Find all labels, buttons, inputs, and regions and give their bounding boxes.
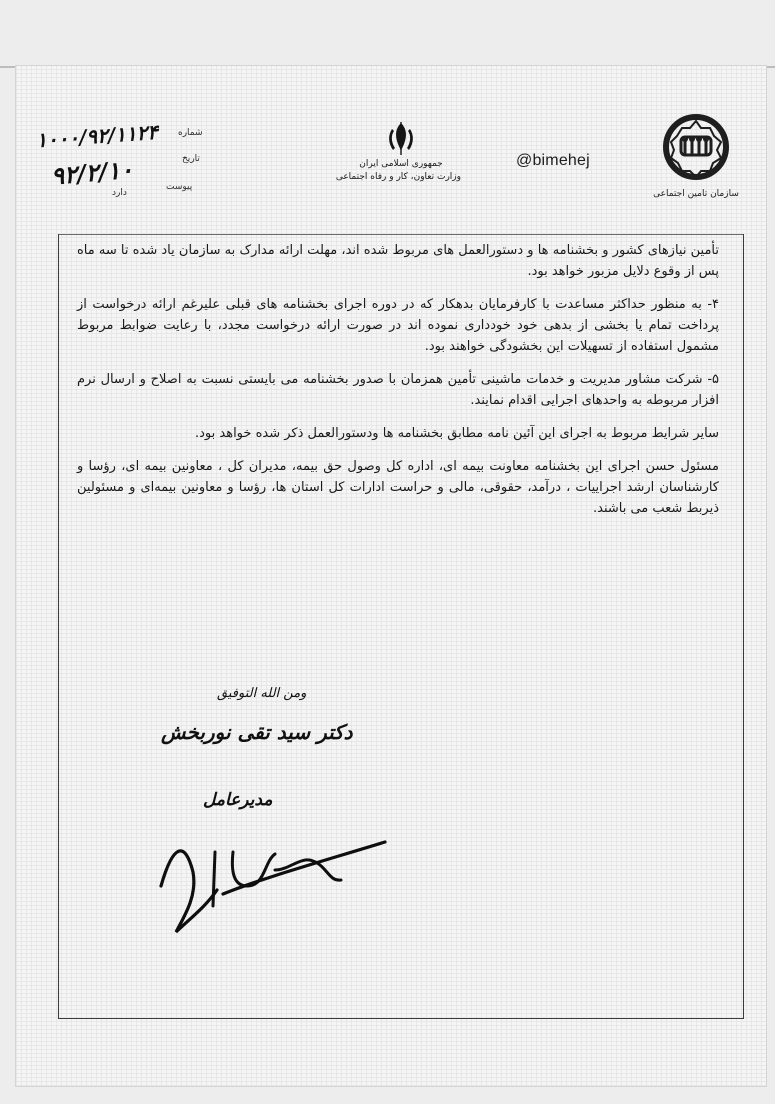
letter-page bbox=[16, 66, 766, 1086]
paragraph-1: تأمین نیازهای کشور و بخشنامه ها و دستورالعمل های مربوط شده اند، مهلت ارائه مدارک به سازمان یاد شده تا سه ماه پس از وقوع دلایل مزبور خواهد بود. bbox=[77, 243, 719, 279]
signatory-name: دکتر سید تقی نوربخش bbox=[161, 720, 353, 744]
paragraph-4: سایر شرایط مربوط به اجرای این آئین نامه مطابق بخشنامه ها ودستورالعمل ذکر شده خواهد بود. bbox=[195, 426, 719, 441]
attachment-value: دارد bbox=[112, 188, 127, 198]
signature-block bbox=[143, 686, 403, 956]
social-security-logo-icon bbox=[655, 106, 737, 188]
closing-text: ومن الله التوفیق bbox=[217, 686, 307, 701]
signatory-title: مدیرعامل bbox=[203, 790, 273, 810]
social-handle: @bimehej bbox=[516, 152, 590, 169]
letter-number: ۱۰۰۰/۹۲/۱۱۲۴ bbox=[35, 119, 159, 153]
emblem-line-1: جمهوری اسلامی ایران bbox=[359, 159, 443, 169]
logo-caption: سازمان تامین اجتماعی bbox=[653, 189, 739, 199]
letter-content bbox=[58, 234, 744, 1019]
number-label: شماره bbox=[178, 128, 203, 138]
organization-logo bbox=[631, 106, 761, 226]
emblem-icon bbox=[380, 120, 422, 158]
emblem-line-2: وزارت تعاون، کار و رفاه اجتماعی bbox=[335, 172, 461, 182]
body-text bbox=[77, 240, 719, 519]
state-emblem bbox=[335, 120, 461, 200]
signature-icon bbox=[143, 826, 398, 946]
letter-header bbox=[16, 66, 766, 236]
letter-meta bbox=[26, 119, 236, 214]
paragraph-3: ۵- شرکت مشاور مدیریت و خدمات ماشینی تأمین همزمان با صدور بخشنامه می بایستی نسبت به اصلاح و ارسال نرم افزار مربوطه به واحدهای اجرایی اقدام نمایند. bbox=[77, 372, 719, 408]
letter-date: ۹۲/۲/۱۰ bbox=[49, 154, 135, 191]
attachment-label: پیوست bbox=[166, 182, 193, 192]
paragraph-5: مسئول حسن اجرای این بخشنامه معاونت بیمه ای، اداره کل وصول حق بیمه، مدیران کل ، معاونین بیمه ای، رؤسا و کارشناسان ارشد اجراییات ، درآمد، حقوقی، مالی و حراست ادارات کل استان ها، رؤسا و معاونین بیمه‌ای و مسئولین ذیربط شعب می باشند. bbox=[77, 459, 719, 516]
date-label: تاریخ bbox=[182, 154, 200, 164]
paragraph-2: ۴- به منظور حداکثر مساعدت با کارفرمایان بدهکار که در دوره اجرای بخشنامه های قبلی علیرغم ارائه درخواست از پرداخت تمام یا بخشی از بدهی خود خودداری نموده اند در صورت ارائه درخواست مجدد، با رعایت ضوابط مربوط مشمول استفاده از تسهیلات این بخشودگی خواهند بود. bbox=[77, 297, 719, 354]
